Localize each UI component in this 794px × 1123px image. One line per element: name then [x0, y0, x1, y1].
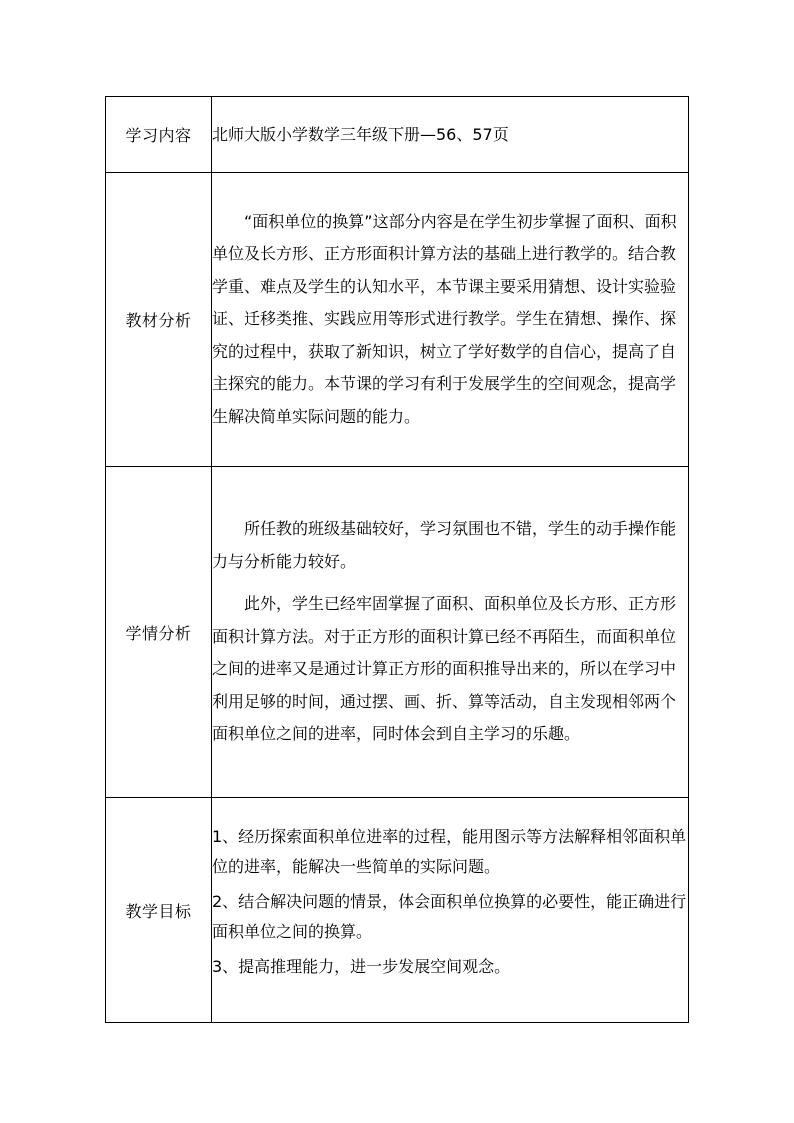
cell-student-analysis	[212, 467, 689, 798]
cell-teaching-goals	[212, 798, 689, 1023]
teaching-goal-item: 1、经历探索面积单位进率的过程，能用图示等方法解释相邻面积单位的进率，能解决一些简单的实际问题。	[212, 827, 687, 876]
lesson-plan-table	[105, 96, 689, 1023]
label-learning-content: 学习内容	[106, 97, 212, 173]
label-teaching-goals: 教学目标	[106, 798, 212, 1023]
row-material-analysis	[106, 173, 689, 467]
teaching-goals-list	[212, 822, 688, 982]
student-analysis-paragraph-2: 此外，学生已经牢固掌握了面积、面积单位及长方形、正方形面积计算方法。对于正方形的面积计算已经不再陌生，而面积单位之间的进率又是通过计算正方形的面积推导出来的，所以在学习中利用足够的时间，通过摆、画、折、算等活动，自主发现相邻两个面积单位之间的进率，同时体会到自主学习的乐趣。	[212, 594, 677, 744]
teaching-goal-item: 2、结合解决问题的情景，体会面积单位换算的必要性，能正确进行面积单位之间的换算。	[212, 892, 687, 941]
row-learning-content	[106, 97, 689, 173]
teaching-goal-item: 3、提高推理能力，进一步发展空间观念。	[212, 957, 511, 976]
label-material-analysis: 教材分析	[106, 173, 212, 467]
row-teaching-goals	[106, 798, 689, 1023]
row-student-analysis	[106, 467, 689, 798]
cell-material-analysis	[212, 173, 689, 467]
student-analysis-paragraph-1: 所任教的班级基础较好，学习氛围也不错，学生的动手操作能力与分析能力较好。	[212, 519, 677, 571]
cell-learning-content	[212, 97, 689, 173]
label-student-analysis: 学情分析	[106, 467, 212, 798]
material-analysis-paragraph: “面积单位的换算”这部分内容是在学生初步掌握了面积、面积单位及长方形、正方形面积计算方法的基础上进行教学的。结合教学重、难点及学生的认知水平，本节课主要采用猜想、设计实验验证、迁移类推、实践应用等形式进行教学。学生在猜想、操作、探究的过程中，获取了新知识，树立了学好数学的自信心，提高了自主探究的能力。本节课的学习有利于发展学生的空间观念，提高学生解决简单实际问题的能力。	[212, 211, 677, 426]
learning-content-text: 北师大版小学数学三年级下册—56、57页	[212, 124, 509, 144]
